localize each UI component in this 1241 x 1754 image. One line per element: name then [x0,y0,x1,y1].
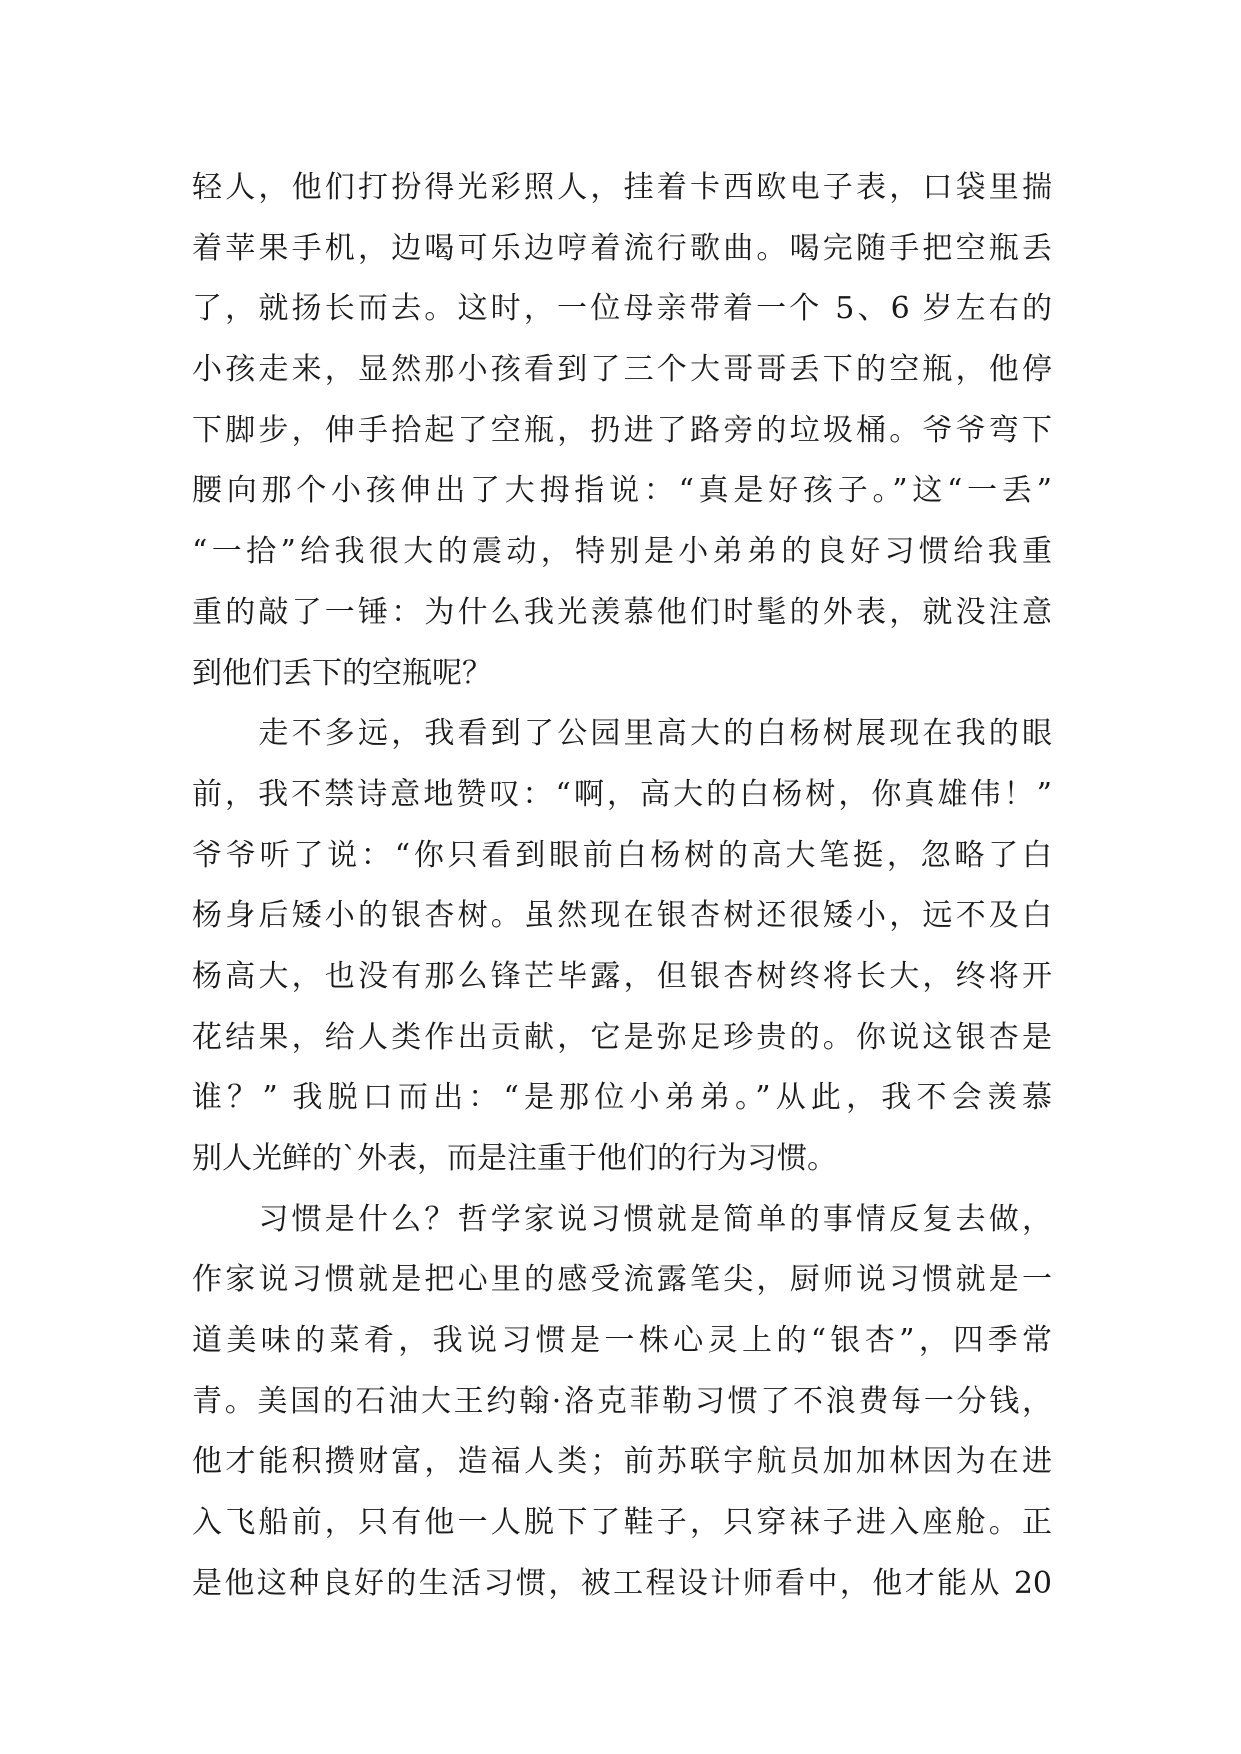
text-line: 前，我不禁诗意地赞叹：“啊，高大的白杨树，你真雄伟！” [192,776,1052,812]
text-line: 到他们丢下的空瓶呢？ [192,655,492,691]
text-line: 入飞船前，只有他一人脱下了鞋子，只穿袜子进入座舱。正 [192,1505,1052,1541]
text-line: “一拾”给我很大的震动，特别是小弟弟的良好习惯给我重 [192,534,1052,570]
body-text [192,158,1052,1615]
text-line: 爷爷听了说：“你只看到眼前白杨树的高大笔挺，忽略了白 [192,837,1052,873]
text-line: 习惯是什么？哲学家说习惯就是简单的事情反复去做， [192,1201,1052,1237]
text-line: 花结果，给人类作出贡献，它是弥足珍贵的。你说这银杏是 [192,1019,1052,1055]
text-line: 腰向那个小孩伸出了大拇指说：“真是好孩子。”这“一丢” [192,473,1052,509]
text-line: 他才能积攒财富，造福人类；前苏联宇航员加加林因为在进 [192,1444,1052,1480]
text-line: 别人光鲜的`外表，而是注重于他们的行为习惯。 [192,1141,837,1176]
paragraph [192,1190,1052,1615]
text-line: 下脚步，伸手拾起了空瓶，扔进了路旁的垃圾桶。爷爷弯下 [192,412,1052,448]
paragraph [192,158,1052,704]
text-line: 着苹果手机，边喝可乐边哼着流行歌曲。喝完随手把空瓶丢 [192,230,1052,266]
text-line: 杨高大，也没有那么锋芒毕露，但银杏树终将长大，终将开 [192,958,1052,994]
text-line: 是他这种良好的生活习惯，被工程设计师看中，他才能从 20 [192,1565,1052,1601]
text-line: 谁？” 我脱口而出：“是那位小弟弟。”从此，我不会羡慕 [192,1080,1052,1116]
text-line: 轻人，他们打扮得光彩照人，挂着卡西欧电子表，口袋里揣 [192,170,1052,205]
text-line: 了，就扬长而去。这时，一位母亲带着一个 5、6 岁左右的 [192,291,1052,327]
text-line: 作家说习惯就是把心里的感受流露笔尖，厨师说习惯就是一 [192,1262,1052,1298]
text-line: 走不多远，我看到了公园里高大的白杨树展现在我的眼 [192,716,1052,752]
text-line: 小孩走来，显然那小孩看到了三个大哥哥丢下的空瓶，他停 [192,352,1052,388]
text-line: 重的敲了一锤：为什么我光羡慕他们时髦的外表，就没注意 [192,594,1052,630]
text-line: 道美味的菜肴，我说习惯是一株心灵上的“银杏”，四季常 [192,1323,1052,1359]
text-line: 杨身后矮小的银杏树。虽然现在银杏树还很矮小，远不及白 [192,898,1052,934]
paragraph [192,704,1052,1190]
text-line: 青。美国的石油大王约翰·洛克菲勒习惯了不浪费每一分钱， [192,1383,1052,1419]
